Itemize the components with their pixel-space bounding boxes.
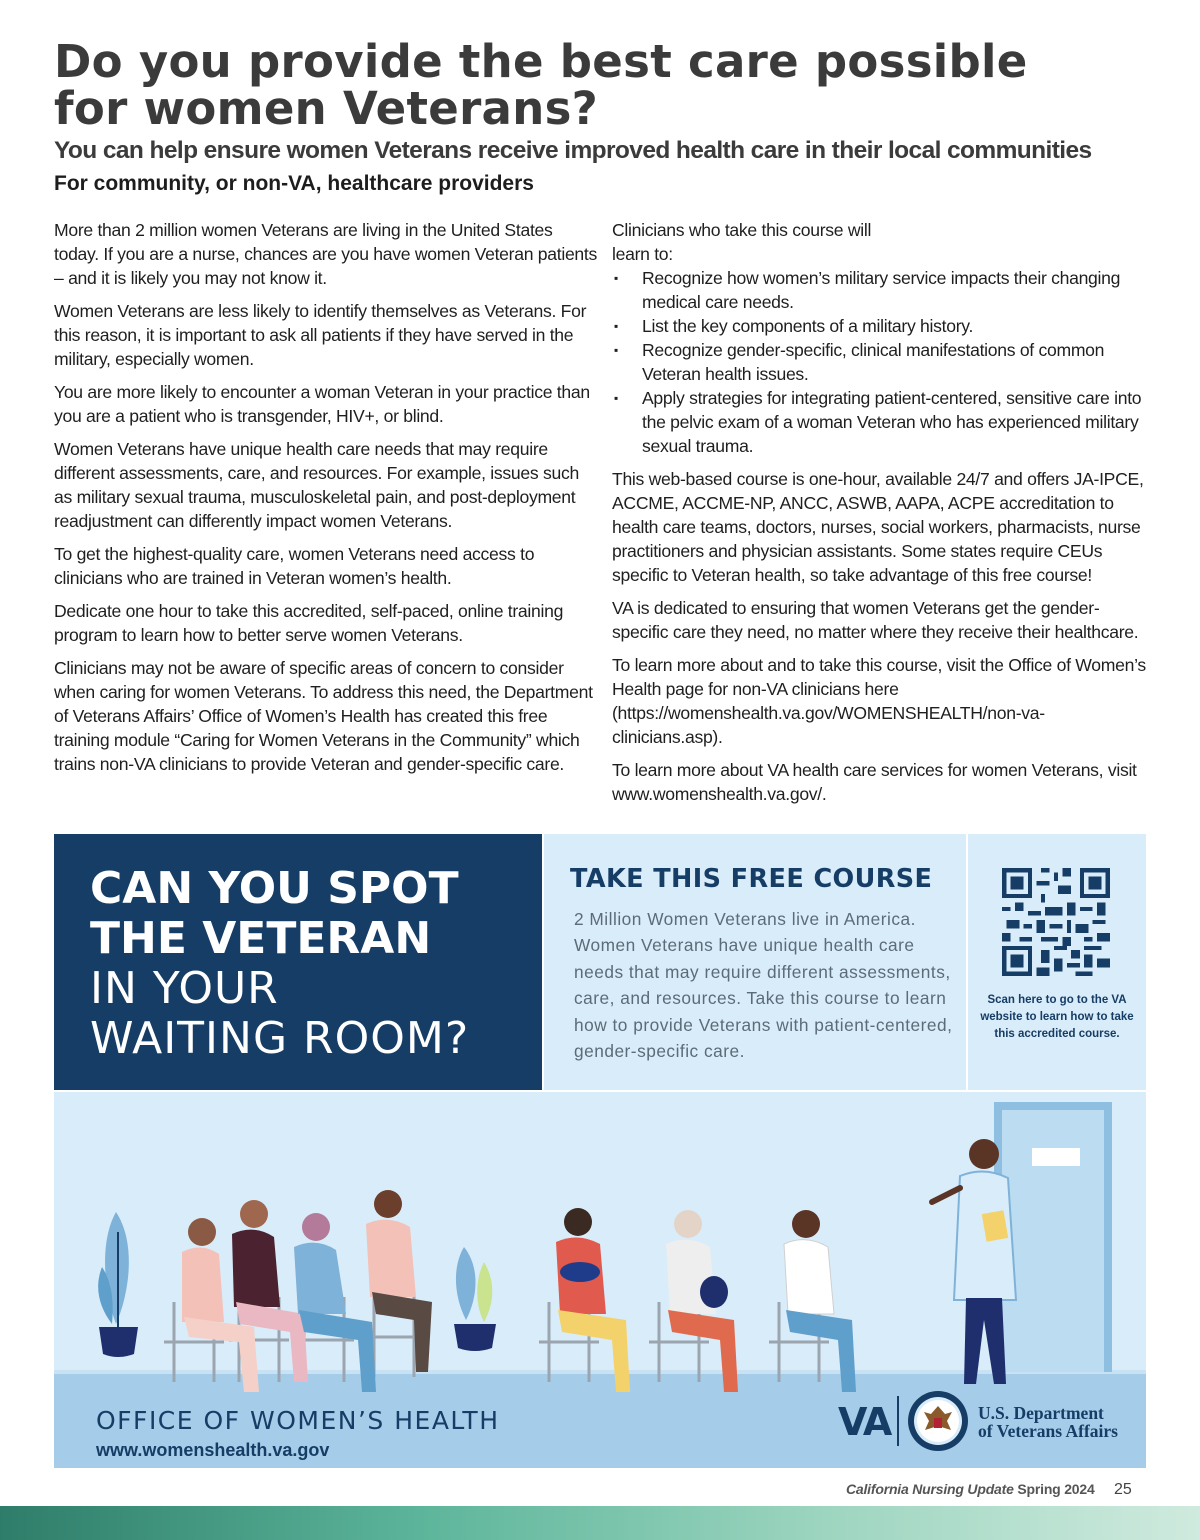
list-item: ▪ Recognize gender-specific, clinical manifestations of common Veteran health issues. (612, 338, 1152, 386)
audience-line: For community, or non-VA, healthcare providers (54, 172, 534, 195)
page-headline (54, 35, 1154, 135)
right-paragraph: To learn more about VA health care services for women Veterans, visit www.womenshealth.va.gov/. (612, 760, 1137, 804)
department-line-1: U.S. Department (978, 1403, 1104, 1423)
publication-footer (846, 1481, 1095, 1497)
bottom-color-band (0, 1506, 1200, 1540)
spot-line-1: CAN YOU SPOT (90, 863, 459, 914)
page-number: 25 (1114, 1481, 1132, 1498)
publication-name: California Nursing Update (846, 1481, 1014, 1497)
course-title: TAKE THIS FREE COURSE (570, 864, 933, 894)
qr-panel (968, 834, 1146, 1090)
course-panel (544, 834, 966, 1090)
qr-code-icon[interactable] (1002, 868, 1110, 976)
left-column (54, 218, 599, 785)
spot-line-4: WAITING ROOM? (90, 1013, 470, 1064)
right-column (612, 218, 1152, 815)
headline-line-1: Do you provide the best care possible (54, 35, 1028, 88)
department-line-2: of Veterans Affairs (978, 1421, 1118, 1441)
office-url[interactable]: www.womenshealth.va.gov (96, 1440, 330, 1460)
list-item: ▪ Recognize how women’s military service impacts their changing medical care needs. (612, 266, 1152, 314)
qr-caption: Scan here to go to the VA website to learn how to take this accredited course. (980, 994, 1134, 1040)
va-seal-icon (907, 1390, 969, 1452)
va-logo: VA (838, 1400, 891, 1444)
left-paragraph: To get the highest-quality care, women Veterans need access to clinicians who are trained in Veteran women’s health. (54, 544, 535, 588)
list-item: ▪ List the key components of a military history. (612, 314, 1152, 338)
left-paragraph: More than 2 million women Veterans are living in the United States today. If you are a nurse, chances are you have women Veteran patients – and it is likely you may not know it. (54, 220, 597, 288)
left-paragraph: Dedicate one hour to take this accredited, self-paced, online training program to learn how to better serve women Veterans. (54, 601, 564, 645)
left-paragraph: Women Veterans have unique health care needs that may require different assessments, care, and resources. For example, issues such as military sexual trauma, musculoskeletal pain, and post-deployment readjustment can differently impact women Veterans. (54, 439, 579, 531)
right-paragraph: VA is dedicated to ensuring that women Veterans get the gender-specific care they need, no matter where they receive their healthcare. (612, 598, 1139, 642)
left-paragraph: You are more likely to encounter a woman Veteran in your practice than you are a patient who is transgender, HIV+, or blind. (54, 382, 590, 426)
department-name (978, 1404, 1118, 1440)
left-paragraph: Clinicians may not be aware of specific areas of concern to consider when caring for women Veterans. To address this need, the Department of Veterans Affairs’ Office of Women’s Health has created this free training module “Caring for Women Veterans in the Community” which trains non-VA clinicians to provide Veteran and gender-specific care. (54, 658, 593, 774)
left-paragraph: Women Veterans are less likely to identify themselves as Veterans. For this reason, it is important to ask all patients if they have served in the military, especially women. (54, 301, 587, 369)
publication-issue: Spring 2024 (1017, 1481, 1095, 1497)
office-name: OFFICE OF WOMEN’S HEALTH (96, 1406, 500, 1435)
list-item: ▪ Apply strategies for integrating patient-centered, sensitive care into the pelvic exam of a woman Veteran who has experienced military sexual trauma. (612, 386, 1152, 458)
subheadline: You can help ensure women Veterans receive improved health care in their local communities (54, 137, 1092, 164)
spot-line-2: THE VETERAN (90, 913, 432, 964)
learning-objectives-list (612, 266, 1152, 458)
course-description: 2 Million Women Veterans live in America. Women Veterans have unique health care needs that may require different assessments, care, and resources. Take this course to learn how to provide Veterans with patient-centered, gender-specific care. (574, 909, 953, 1062)
spot-line-3: IN YOUR (90, 963, 279, 1014)
logo-divider (897, 1396, 899, 1446)
course-intro: Clinicians who take this course will learn to: (612, 220, 872, 264)
right-paragraph: This web-based course is one-hour, available 24/7 and offers JA-IPCE, ACCME, ACCME-NP, ANCC, ASWB, AAPA, ACPE accreditation to health care teams, doctors, nurses, social workers, pharmacists, nurse practitioners and physician assistants. Some states require CEUs specific to Veteran health, so take advantage of this free course! (612, 469, 1144, 585)
right-paragraph: To learn more about and to take this course, visit the Office of Women’s Health page for non-VA clinicians here (https://womenshealth.va.gov/WOMENSHEALTH/non-va-clinicians.asp). (612, 655, 1146, 747)
spot-heading (90, 864, 469, 1064)
course-banner (54, 834, 1146, 1468)
headline-line-2: for women Veterans? (54, 82, 599, 135)
spot-panel (54, 834, 542, 1090)
